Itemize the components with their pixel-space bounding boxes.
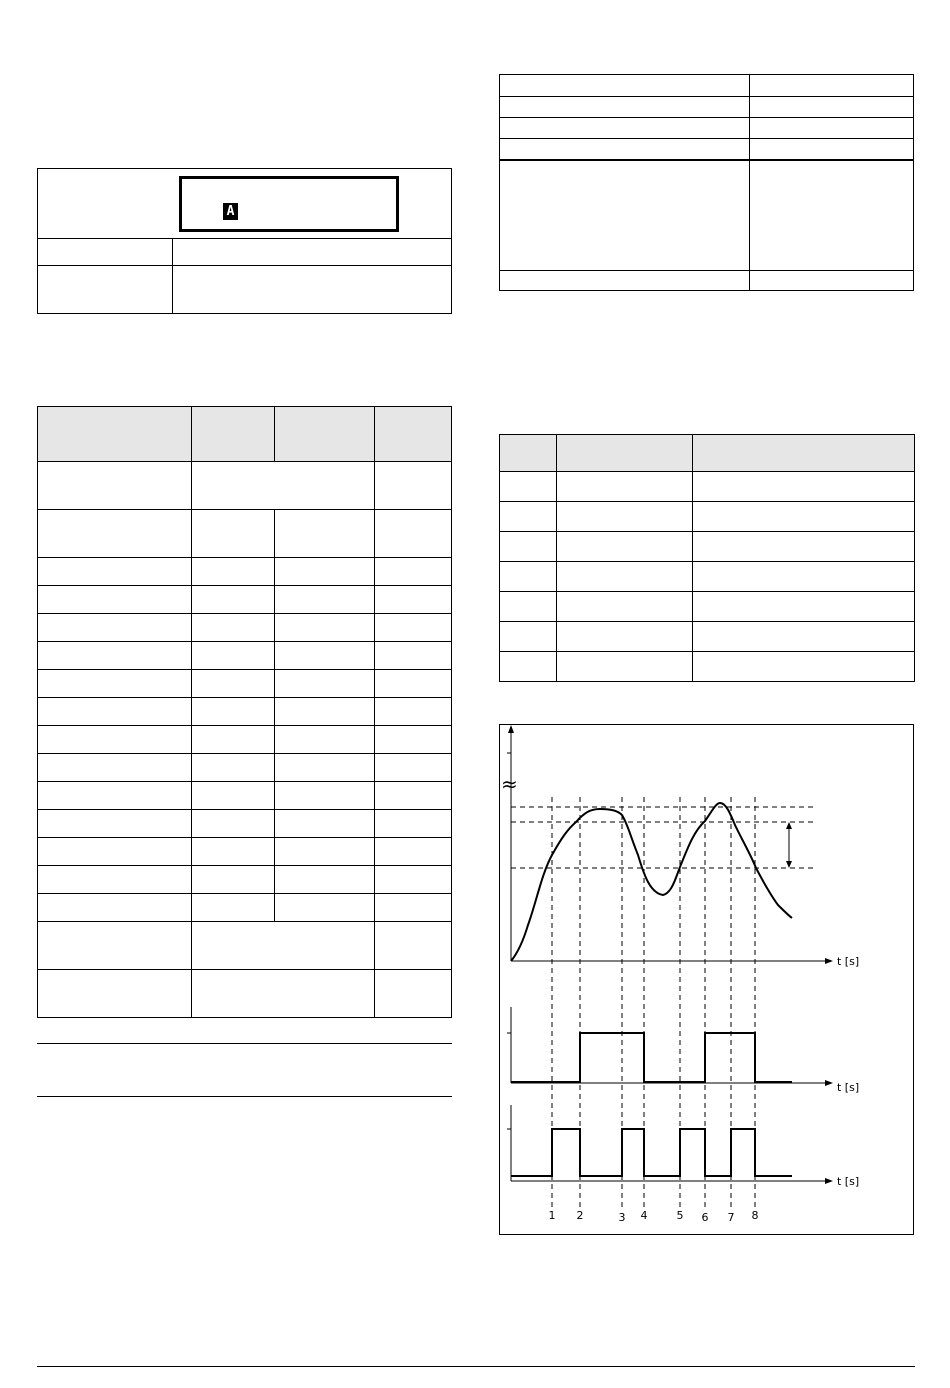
y-axis-arrow xyxy=(508,725,514,733)
table-row xyxy=(500,592,915,622)
time-axis-1-arrow xyxy=(825,958,833,964)
table-cell-merged xyxy=(192,462,374,510)
table-row xyxy=(38,642,452,670)
display-screen xyxy=(179,176,399,232)
spec-table-row-line-thick xyxy=(500,159,913,161)
table-row xyxy=(500,532,915,562)
marker-label-4: 4 xyxy=(640,1209,648,1222)
table-row xyxy=(38,462,452,510)
table-row xyxy=(38,558,452,586)
table-cell xyxy=(192,510,274,558)
table-header-row xyxy=(38,407,452,462)
note-rule-bottom xyxy=(37,1096,452,1097)
table-cell xyxy=(374,510,451,558)
table-row xyxy=(38,726,452,754)
output-waveform-2 xyxy=(511,1129,792,1176)
header-cell xyxy=(374,407,451,462)
spec-table-row-line xyxy=(500,270,913,271)
table-row xyxy=(38,586,452,614)
header-cell xyxy=(693,435,915,472)
table-cell-merged xyxy=(192,922,374,970)
timing-diagram xyxy=(499,724,914,1235)
table-row xyxy=(38,922,452,970)
output-waveform-1 xyxy=(511,1033,792,1082)
table-row xyxy=(38,838,452,866)
display-panel xyxy=(37,168,452,314)
hysteresis-arrow-head-up xyxy=(786,822,792,829)
header-cell xyxy=(38,407,192,462)
time-axis-3-arrow xyxy=(825,1178,833,1184)
table-row xyxy=(500,502,915,532)
axis-break-symbol: ≈ xyxy=(501,772,518,796)
display-panel-vdivider xyxy=(172,238,173,313)
spec-table-row-line xyxy=(500,138,913,139)
footer-rule xyxy=(37,1366,915,1367)
time-axis-2-label: t [s] xyxy=(837,1081,860,1094)
header-cell xyxy=(557,435,693,472)
table-row xyxy=(38,510,452,558)
header-cell xyxy=(192,407,274,462)
table-row xyxy=(38,866,452,894)
table-cell xyxy=(274,510,374,558)
hysteresis-arrow-head-down xyxy=(786,861,792,868)
marker-label-6: 6 xyxy=(701,1211,709,1224)
badge-char: A xyxy=(226,204,235,219)
timing-diagram-svg xyxy=(500,725,913,1234)
table-row xyxy=(500,562,915,592)
states-table xyxy=(499,434,915,682)
time-axis-1-label: t [s] xyxy=(837,955,860,968)
marker-label-2: 2 xyxy=(576,1209,584,1222)
header-cell xyxy=(274,407,374,462)
marker-label-5: 5 xyxy=(676,1209,684,1222)
spec-table-row-line xyxy=(500,96,913,97)
table-row xyxy=(38,970,452,1018)
table-cell xyxy=(38,462,192,510)
table-row xyxy=(500,622,915,652)
spec-table-col-divider xyxy=(749,75,750,290)
display-panel-divider-1 xyxy=(38,238,451,239)
header-cell xyxy=(500,435,557,472)
time-axis-2-arrow xyxy=(825,1080,833,1086)
parameter-table xyxy=(37,406,452,1018)
spec-table xyxy=(499,74,914,291)
signal-curve xyxy=(511,803,792,961)
marker-label-1: 1 xyxy=(548,1209,556,1222)
time-axis-3-label: t [s] xyxy=(837,1175,860,1188)
table-row xyxy=(38,810,452,838)
table-row xyxy=(38,754,452,782)
marker-lines xyxy=(552,797,755,1207)
display-badge xyxy=(223,203,238,220)
table-row xyxy=(38,698,452,726)
note-rule-top xyxy=(37,1043,452,1044)
table-row xyxy=(38,782,452,810)
marker-label-3: 3 xyxy=(618,1211,626,1224)
table-row xyxy=(38,614,452,642)
table-cell-merged xyxy=(192,970,374,1018)
table-row xyxy=(500,652,915,682)
marker-label-8: 8 xyxy=(751,1209,759,1222)
spec-table-row-line xyxy=(500,117,913,118)
table-row xyxy=(500,472,915,502)
display-panel-divider-2 xyxy=(38,265,451,266)
table-cell xyxy=(38,510,192,558)
table-row xyxy=(38,670,452,698)
table-cell xyxy=(374,462,451,510)
marker-label-7: 7 xyxy=(727,1211,735,1224)
table-header-row xyxy=(500,435,915,472)
table-row xyxy=(38,894,452,922)
